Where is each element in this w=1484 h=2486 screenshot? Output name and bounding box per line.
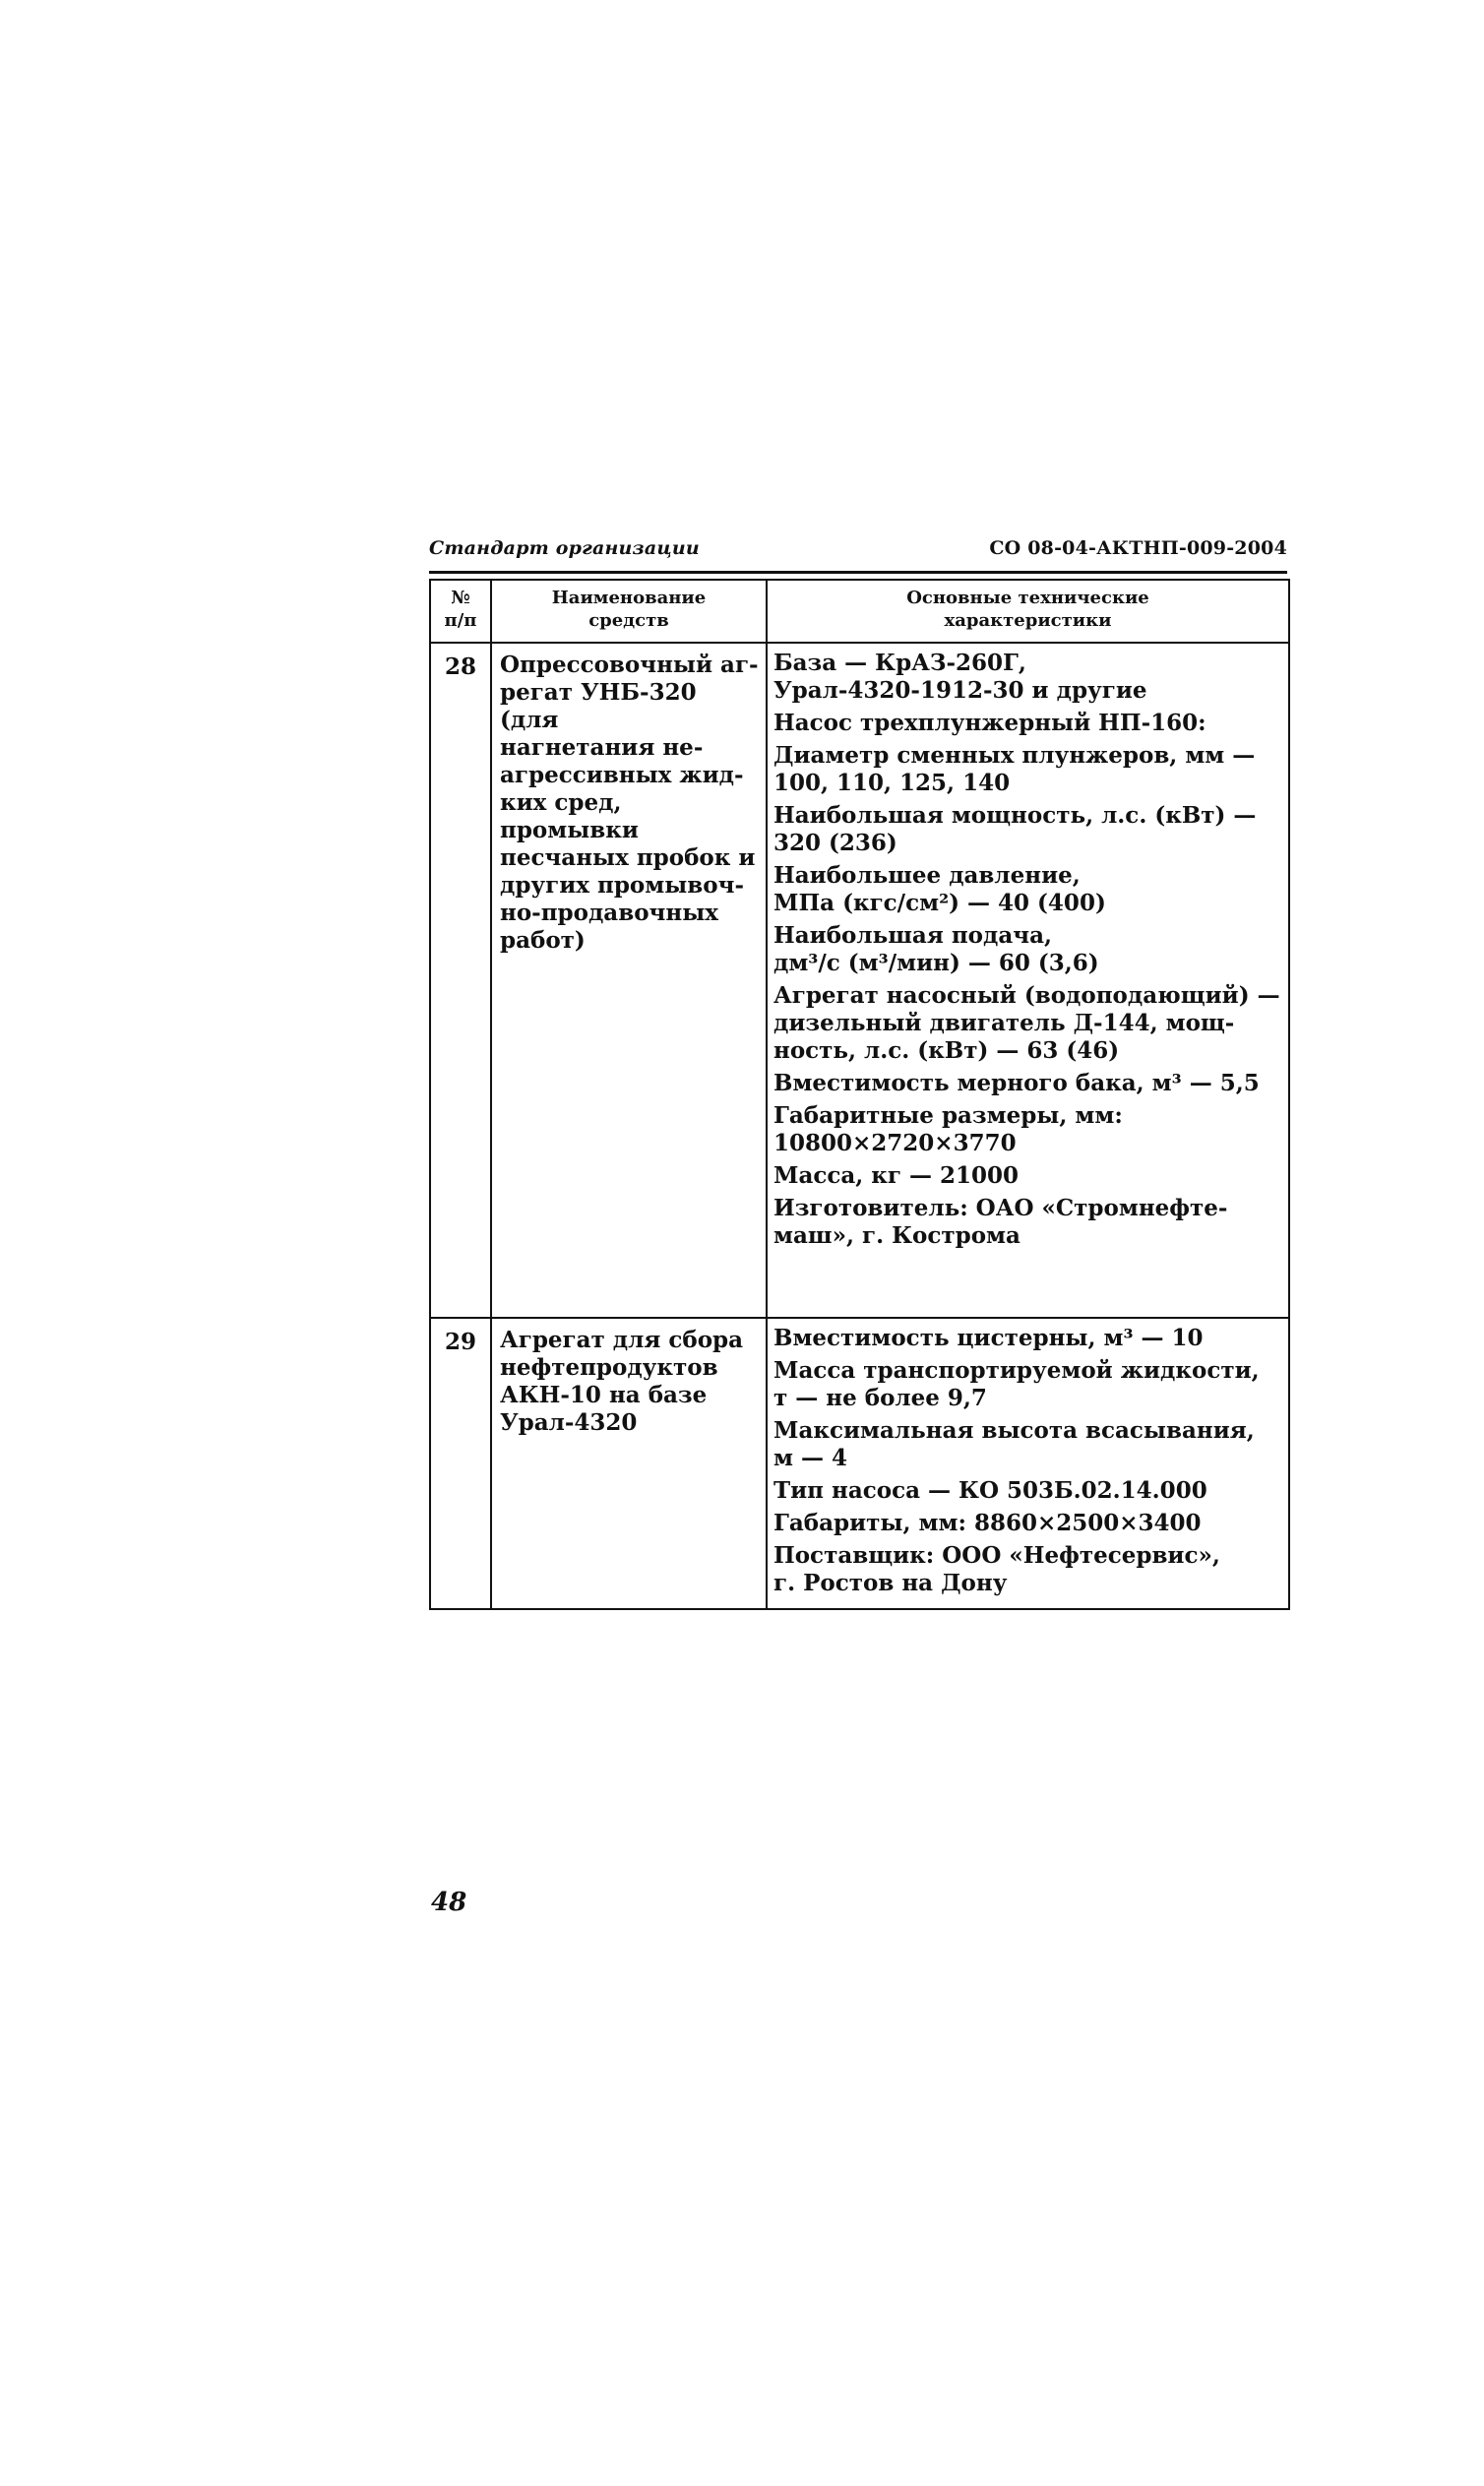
spec-item xyxy=(773,802,1284,857)
page-header xyxy=(429,537,1287,574)
table-header-row xyxy=(430,580,1289,643)
equipment-name-line: АКН-10 на базе xyxy=(500,1382,708,1408)
column-header-number-line: п/п xyxy=(444,610,477,631)
spec-item xyxy=(773,982,1284,1065)
header-document-code: СО 08-04-АКТНП-009-2004 xyxy=(989,537,1287,559)
table-row xyxy=(430,643,1289,1318)
spec-line: Масса транспортируемой жидкости, xyxy=(773,1357,1260,1384)
equipment-name-line: работ) xyxy=(500,927,586,954)
spec-line: Наибольшая мощность, л.с. (кВт) — xyxy=(773,802,1257,829)
column-header-name-line: Наименование xyxy=(551,588,707,608)
spec-line: ность, л.с. (кВт) — 63 (46) xyxy=(773,1037,1120,1064)
header-organization-standard: Стандарт организации xyxy=(429,537,700,559)
equipment-name-line: песчаных пробок и xyxy=(500,844,756,871)
equipment-name-line: Урал-4320 xyxy=(500,1409,638,1436)
spec-line: Насос трехплунжерный НП-160: xyxy=(773,710,1206,736)
table-header xyxy=(430,580,1289,643)
spec-line: 320 (236) xyxy=(773,830,897,856)
spec-item xyxy=(773,1357,1284,1412)
equipment-name-line: регат УНБ-320 (для xyxy=(500,679,697,733)
spec-line: м — 4 xyxy=(773,1445,847,1471)
characteristics-cell xyxy=(767,1318,1289,1609)
table-row xyxy=(430,1318,1289,1609)
equipment-name-cell xyxy=(491,1318,767,1609)
spec-item xyxy=(773,1162,1284,1190)
spec-line: Габаритные размеры, мм: xyxy=(773,1102,1123,1129)
equipment-spec-table xyxy=(429,579,1290,1610)
row-number-cell: 29 xyxy=(430,1318,491,1609)
spec-line: Габариты, мм: 8860×2500×3400 xyxy=(773,1510,1202,1536)
column-header-characteristics xyxy=(767,580,1289,643)
spec-line: дм³/с (м³/мин) — 60 (3,6) xyxy=(773,950,1099,976)
spec-line: 100, 110, 125, 140 xyxy=(773,770,1011,796)
spec-line: т — не более 9,7 xyxy=(773,1385,987,1411)
spec-item xyxy=(773,922,1284,977)
column-header-name-line: средств xyxy=(588,610,669,631)
equipment-name-line: нефтепродуктов xyxy=(500,1354,718,1381)
spec-line: Диаметр сменных плунжеров, мм — xyxy=(773,742,1256,769)
spec-item xyxy=(773,1070,1284,1097)
spec-item xyxy=(773,1477,1284,1505)
equipment-name-cell xyxy=(491,643,767,1318)
column-header-characteristics-line: Основные технические xyxy=(906,588,1149,608)
equipment-name-line: но-продавочных xyxy=(500,900,718,926)
spec-line: Поставщик: ООО «Нефтесервис», xyxy=(773,1542,1220,1569)
column-header-number xyxy=(430,580,491,643)
equipment-name-line: других промывоч- xyxy=(500,872,745,899)
equipment-name-line: нагнетания не- xyxy=(500,734,704,761)
spec-item xyxy=(773,710,1284,737)
spec-line: Урал-4320-1912-30 и другие xyxy=(773,677,1147,704)
spec-line: МПа (кгс/см²) — 40 (400) xyxy=(773,890,1106,916)
spec-item xyxy=(773,742,1284,797)
spec-item xyxy=(773,1102,1284,1157)
table-body xyxy=(430,643,1289,1609)
spec-item xyxy=(773,1542,1284,1597)
spec-item xyxy=(773,1195,1284,1250)
spec-line: Наибольшее давление, xyxy=(773,862,1081,889)
spec-line: База — КрАЗ-260Г, xyxy=(773,650,1026,676)
spec-line: маш», г. Кострома xyxy=(773,1222,1020,1249)
spec-line: дизельный двигатель Д-144, мощ- xyxy=(773,1010,1235,1036)
equipment-name-line: агрессивных жид- xyxy=(500,762,744,788)
row-number-cell: 28 xyxy=(430,643,491,1318)
column-header-number-line: № xyxy=(451,588,470,608)
spec-line: Наибольшая подача, xyxy=(773,922,1052,949)
spec-line: Масса, кг — 21000 xyxy=(773,1162,1020,1189)
spec-line: г. Ростов на Дону xyxy=(773,1570,1008,1596)
spec-line: Вместимость мерного бака, м³ — 5,5 xyxy=(773,1070,1260,1096)
equipment-name-line: Опрессовочный аг- xyxy=(500,652,759,678)
page-number: 48 xyxy=(431,1888,467,1917)
spec-line: Максимальная высота всасывания, xyxy=(773,1417,1255,1444)
spec-item xyxy=(773,1325,1284,1352)
spec-item xyxy=(773,1510,1284,1537)
spec-line: Тип насоса — КО 503Б.02.14.000 xyxy=(773,1477,1207,1504)
column-header-name xyxy=(491,580,767,643)
spec-line: 10800×2720×3770 xyxy=(773,1130,1017,1156)
spec-line: Агрегат насосный (водоподающий) — xyxy=(773,982,1280,1009)
spec-item xyxy=(773,862,1284,917)
equipment-name-line: Агрегат для сбора xyxy=(500,1327,744,1353)
equipment-name-line: ких сред, промывки xyxy=(500,789,639,843)
spec-item xyxy=(773,1417,1284,1472)
spec-line: Изготовитель: ОАО «Стромнефте- xyxy=(773,1195,1228,1221)
characteristics-cell xyxy=(767,643,1289,1318)
spec-line: Вместимость цистерны, м³ — 10 xyxy=(773,1325,1204,1351)
column-header-characteristics-line: характеристики xyxy=(944,610,1112,631)
spec-item xyxy=(773,650,1284,705)
